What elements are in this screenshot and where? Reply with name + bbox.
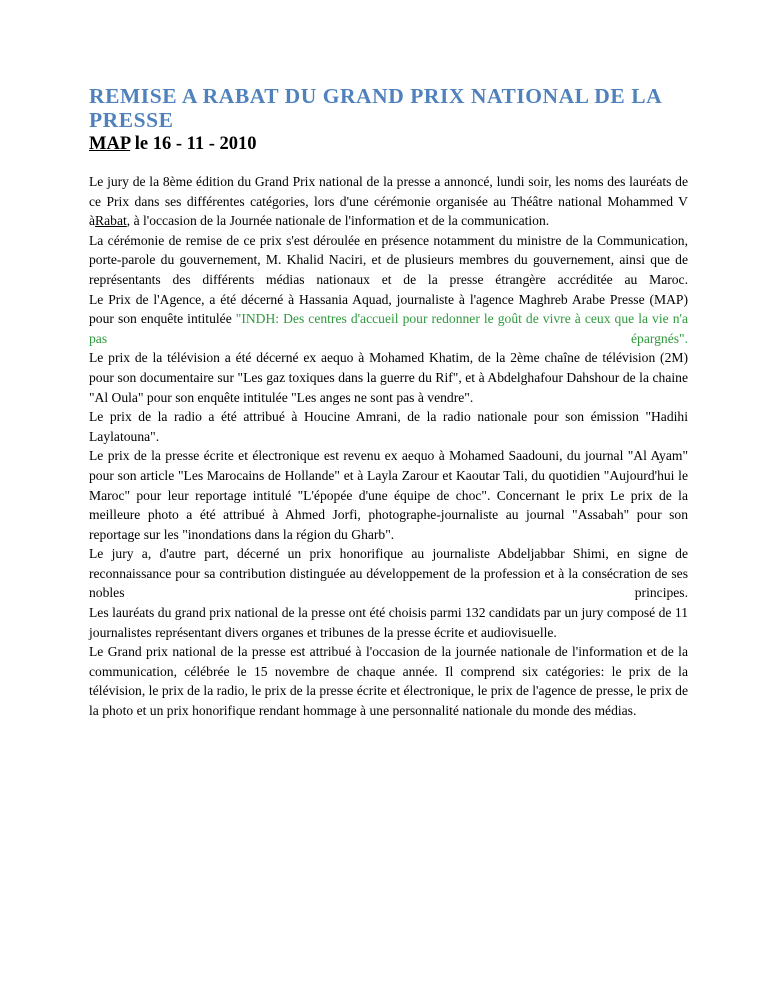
paragraph-intro xyxy=(89,172,688,231)
article-body xyxy=(89,172,688,721)
paragraph-intro-text: Le jury de la 8ème édition du Grand Prix national de la presse a annoncé, lundi soir, les noms des lauréats de ce Prix dans ses différentes catégories, lors d'une cérémonie organisée au Théâtre national Mohammed V à xyxy=(89,174,688,229)
paragraph-categories: Le Grand prix national de la presse est attribué à l'occasion de la journée nationale de l'information et de la communication, célébrée le 15 novembre de chaque année. Il comprend six catégories: le prix de la télévision, le prix de la radio, le prix de la presse écrite et électronique, le prix de l'agence de presse, le prix de la photo et un prix honorifique rendant hommage à une personnalité nationale du monde des médias. xyxy=(89,644,688,719)
article-title: REMISE A RABAT DU GRAND PRIX NATIONAL DE LA PRESSE xyxy=(89,84,661,132)
paragraph-jury: Les lauréats du grand prix national de la presse ont été choisis parmi 132 candidats par un jury composé de 11 journalistes représentant divers organes et tribunes de la presse écrite et audiovisuelle. xyxy=(89,605,688,640)
source-link[interactable]: MAP xyxy=(89,134,131,154)
paragraph-honorary-prize: Le jury a, d'autre part, décerné un prix honorifique au journaliste Abdeljabbar Shimi, en signe de reconnaissance pour sa contribution distinguée au développement de la profession et à la consécration de ses nobles principes. xyxy=(89,546,688,601)
paragraph-radio-prize: Le prix de la radio a été attribué à Houcine Amrani, de la radio nationale pour son émission "Hadihi Laylatouna". xyxy=(89,409,688,444)
paragraph-ceremony: La cérémonie de remise de ce prix s'est déroulée en présence notamment du ministre de la Communication, porte-parole du gouvernement, M. Khalid Naciri, et de plusieurs membres du gouvernement, ainsi que de représentants des différents médias nationaux et de la presse étrangère accréditée au Maroc. xyxy=(89,232,688,287)
paragraph-press-prize: Le prix de la presse écrite et électronique est revenu ex aequo à Mohamed Saadouni, du journal "Al Ayam" pour son article "Les Marocains de Hollande" et à Layla Zarour et Kaoutar Tali, du quotidien "Aujourd'hui le Maroc" pour leur reportage intitulé "L'épopée d'une équipe de choc". Concernant le prix Le prix de la meilleure photo a été attribué à Ahmed Jorfi, photographe-journaliste au journal "Assabah" pour son reportage sur les "inondations dans la région du Gharb". xyxy=(89,448,688,542)
article-byline xyxy=(89,133,688,155)
paragraph-intro-text-end: , à l'occasion de la Journée nationale de l'information et de la communication. xyxy=(126,213,550,229)
paragraph-agency-prize xyxy=(89,290,688,349)
document-page xyxy=(89,84,688,721)
paragraph-agency-prize-text: Le Prix de l'Agence, a été décerné à Hassania Aquad, journaliste à l'agence Maghreb Arabe Presse (MAP) pour son enquête intitulée xyxy=(89,291,688,327)
paragraph-tv-prize: Le prix de la télévision a été décerné ex aequo à Mohamed Khatim, de la 2ème chaîne de télévision (2M) pour son documentaire sur "Les gaz toxiques dans la guerre du Rif", et à Abdelghafour Dahshour de la chaine "Al Oula" pour son enquête intitulée "Les anges ne sont pas à vendre". xyxy=(89,350,688,405)
publication-date: le 16 - 11 - 2010 xyxy=(130,134,257,154)
agency-prize-quote: "INDH: Des centres d'accueil pour redonner le goût de vivre à ceux que la vie n'a pas épargnés". xyxy=(89,311,688,346)
rabat-link[interactable]: Rabat xyxy=(95,213,127,229)
